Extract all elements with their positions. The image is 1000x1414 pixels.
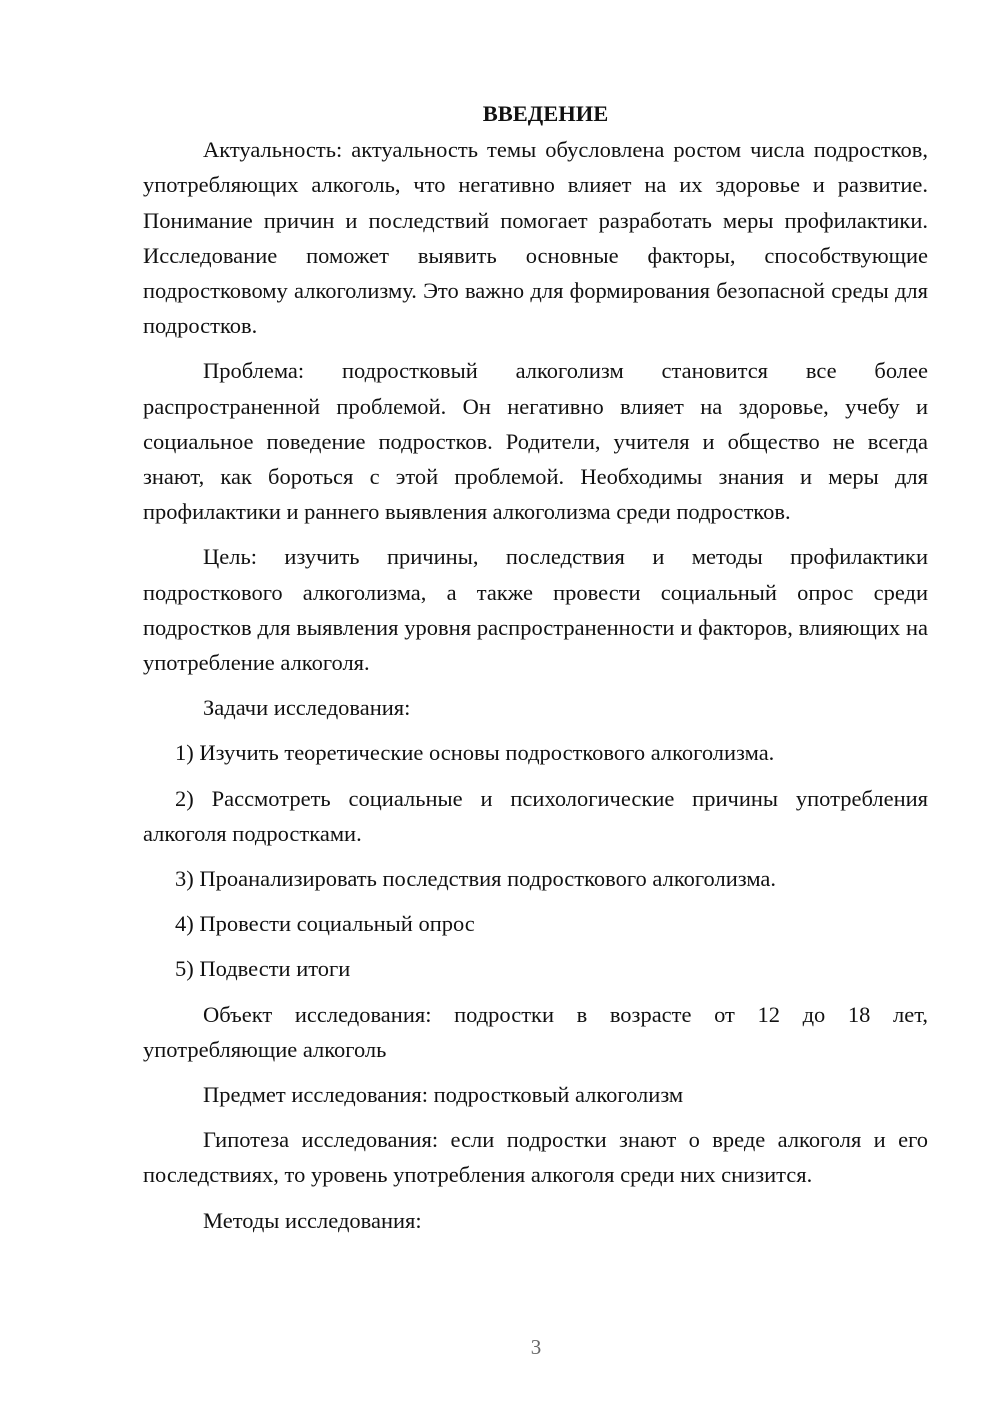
task-item-2: 2) Рассмотреть социальные и психологические причины употребления алкоголя подростками. (143, 785, 928, 846)
problem-paragraph: Проблема: подростковый алкоголизм становится все более распространенной проблемой. Он негативно влияет на здоровье, учебу и социальное поведение подростков. Родители, учителя и общество не всегда знают, как бороться с этой проблемой. Необходимы знания и меры для профилактики и раннего выявления алкоголизма среди подростков. (143, 358, 928, 525)
relevance-paragraph: Актуальность: актуальность темы обусловлена ростом числа подростков, употребляющих алкоголь, что негативно влияет на их здоровье и развитие. Понимание причин и последствий помогает разработать меры профилактики. Исследование поможет выявить основные факторы, способствующие подростковому алкоголизму. Это важно для формирования безопасной среды для подростков. (143, 137, 928, 339)
tasks-heading: Задачи исследования: (203, 695, 411, 721)
task-item-3: 3) Проанализировать последствия подросткового алкоголизма. (175, 866, 777, 892)
task-item-4: 4) Провести социальный опрос (175, 911, 475, 937)
section-title: ВВЕДЕНИЕ (482, 101, 609, 126)
task-item-5: 5) Подвести итоги (175, 956, 351, 982)
page-number: 3 (530, 1335, 542, 1359)
page-content (143, 96, 928, 1248)
task-item-1: 1) Изучить теоретические основы подросткового алкоголизма. (175, 740, 775, 766)
methods-heading: Методы исследования: (203, 1207, 422, 1233)
object-paragraph: Объект исследования: подростки в возрасте от 12 до 18 лет, употребляющие алкоголь (143, 1001, 928, 1062)
goal-paragraph: Цель: изучить причины, последствия и методы профилактики подросткового алкоголизма, а также провести социальный опрос среди подростков для выявления уровня распространенности и факторов, влияющих на употребление алкоголя. (143, 544, 928, 676)
hypothesis-paragraph: Гипотеза исследования: если подростки знают о вреде алкоголя и его последствиях, то уровень употребления алкоголя среди них снизится. (143, 1127, 928, 1188)
subject-paragraph: Предмет исследования: подростковый алкоголизм (203, 1082, 684, 1108)
